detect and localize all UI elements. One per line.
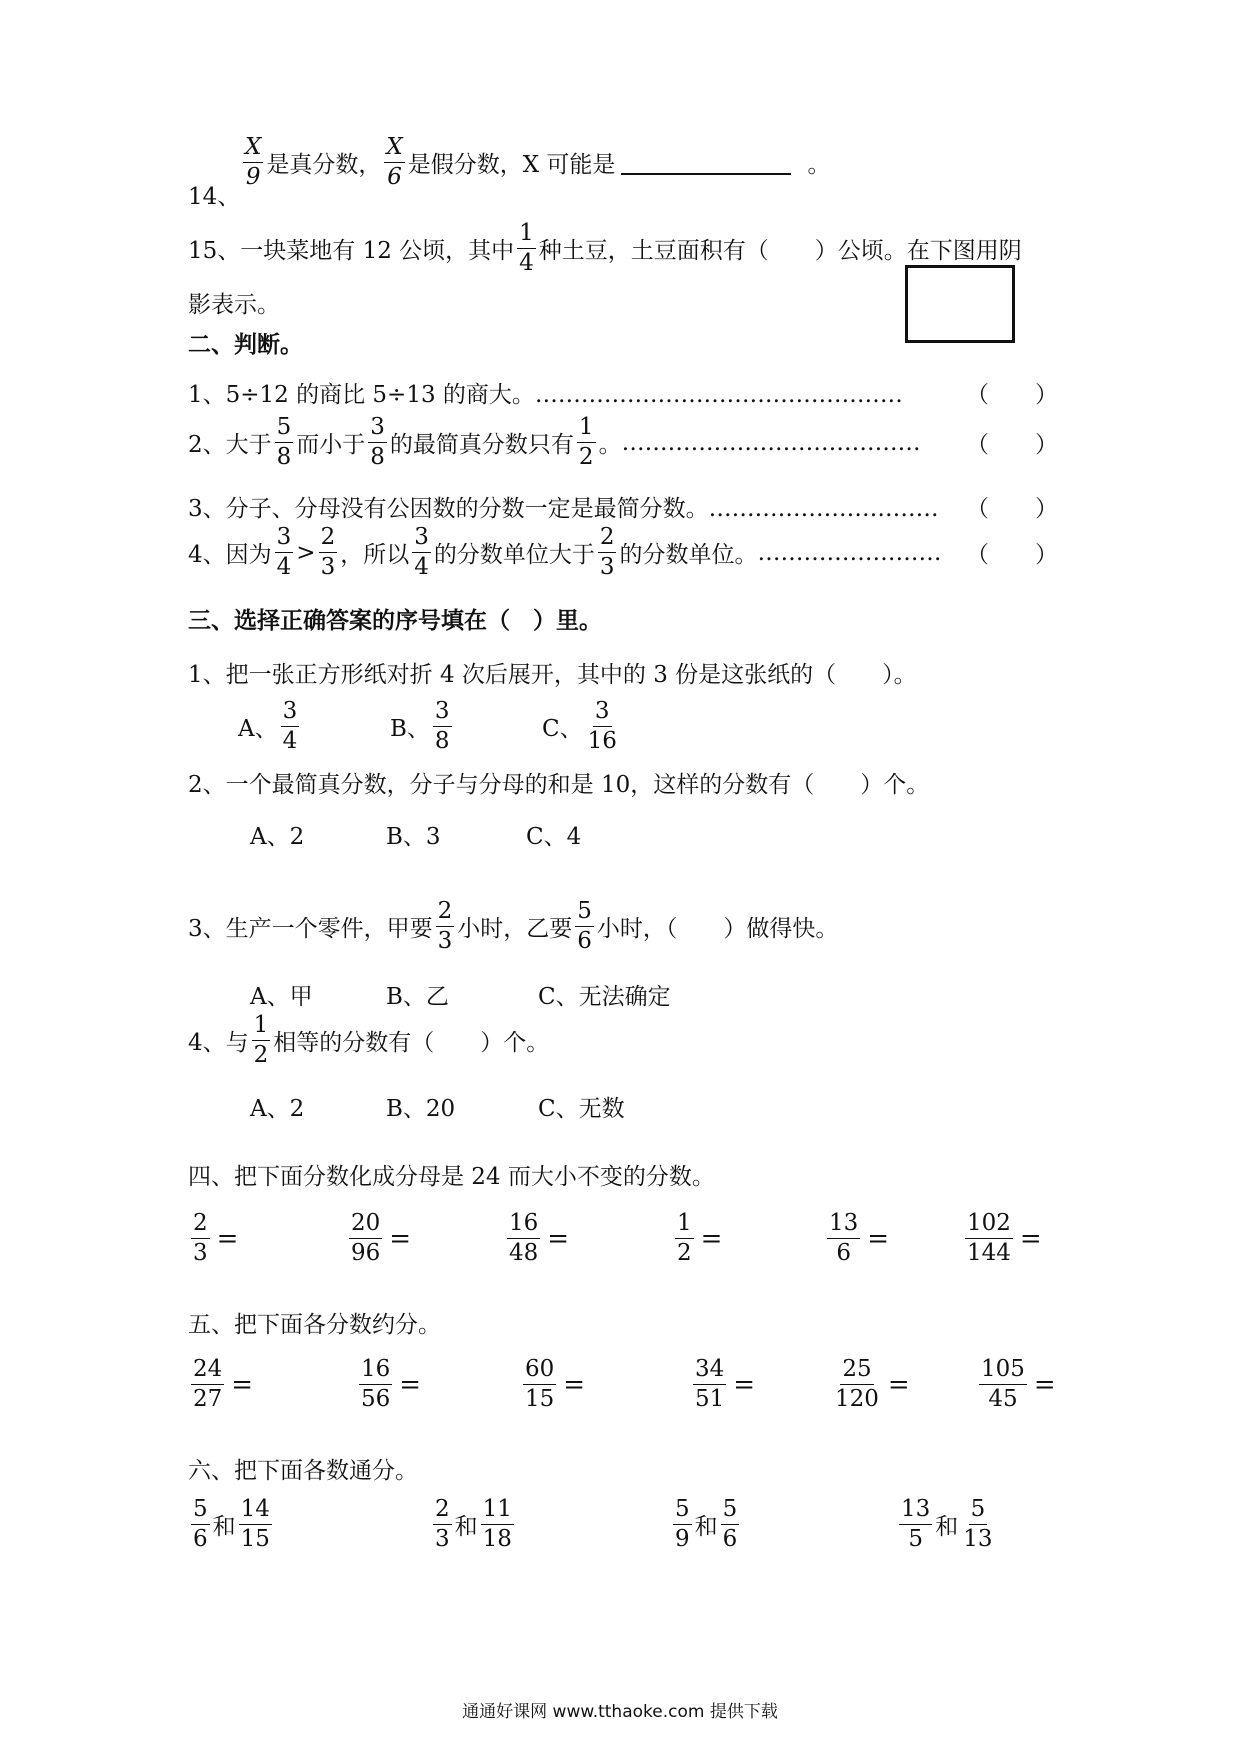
sec3-q3-frac-b: $\frac{5}{6}$ [577,898,592,954]
sec5-eq-3[interactable]: $\frac{60}{15}$ = [525,1356,586,1412]
sec3-q2-option-b[interactable]: B、3 [386,824,441,850]
q15-line [188,222,1022,275]
q14-text-1: 是真分数， [266,152,382,178]
sec4-title: 四、把下面分数化成分母是 24 而大小不变的分数。 [188,1164,715,1190]
sec5-eq-5[interactable]: $\frac{25}{120}$ = [835,1356,910,1412]
sec2-item-4: 4、因为 $\frac{3}{4}$ > $\frac{2}{3}$ ，所以 $\frac{3}{4}$ 的分数单位大于 $\frac{2}{3}$ 的分数单位。 …………………… （ ） [188,524,1058,580]
sec6-pair-1[interactable]: $\frac{5}{6}$ 和 $\frac{14}{15}$ [193,1496,270,1552]
sec3-q2-option-a[interactable]: A、2 [250,824,305,850]
sec5-eq-6[interactable]: $\frac{105}{45}$ = [981,1356,1056,1412]
sec3-q3-line: 3、生产一个零件，甲要 $\frac{2}{3}$ 小时，乙要 $\frac{5}{6}$ 小时，（ ）做得快。 [188,898,839,954]
sec3-q4-option-a[interactable]: A、2 [250,1096,305,1122]
sec3-q4-option-b[interactable]: B、20 [386,1096,456,1122]
sec4-eq-1[interactable]: $\frac{2}{3}$ = [193,1210,239,1266]
q14-fraction-2: $\frac{X}{6}$ [386,134,403,190]
sec2-item-3: 3、分子、分母没有公因数的分数一定是最简分数。………………………… （ ） [188,490,1058,523]
sec3-q1-option-b[interactable]: B、 $\frac{3}{8}$ [390,698,450,754]
sec2-title: 二、判断。 [188,331,303,358]
q14-fraction-1: $\frac{X}{9}$ [245,134,262,190]
q14-line [240,136,830,189]
page-footer: 通通好课网 www.tthaoke.com 提供下载 [462,1702,778,1722]
sec2-item-2-frac-a: $\frac{5}{8}$ [276,414,292,470]
q15-text-2: 种土豆，土豆面积有（ ）公顷。在下图用阴 [538,238,1022,264]
sec3-q1-text: 1、把一张正方形纸对折 4 次后展开，其中的 3 份是这张纸的（ ）。 [188,662,917,688]
sec4-eq-4[interactable]: $\frac{1}{2}$ = [677,1210,723,1266]
sec5-equations [188,1358,1056,1411]
sec6-pair-2[interactable]: $\frac{2}{3}$ 和 $\frac{11}{18}$ [435,1496,512,1552]
sec2-item-2-frac-b: $\frac{3}{8}$ [370,414,385,470]
q14-end: 。 [807,152,831,178]
sec6-pairs [188,1498,998,1551]
sec4-eq-2[interactable]: $\frac{20}{96}$ = [351,1210,412,1266]
sec3-q2-text: 2、一个最简真分数，分子与分母的和是 10，这样的分数有（ ）个。 [188,772,930,798]
sec2-item-2: 2、大于 $\frac{5}{8}$ 而小于 $\frac{3}{8}$ 的最简真分数只有 $\frac{1}{2}$ 。 ………………………………… （ ） [188,414,1058,470]
sec3-q4-option-c[interactable]: C、无数 [538,1096,625,1122]
sec4-eq-5[interactable]: $\frac{13}{6}$ = [829,1210,890,1266]
sec2-item-4-frac-b: $\frac{2}{3}$ [320,524,336,580]
sec6-pair-3[interactable]: $\frac{5}{9}$ 和 $\frac{5}{6}$ [675,1496,738,1552]
sec2-item-2-frac-c: $\frac{1}{2}$ [578,414,594,470]
sec2-item-4-frac-c: $\frac{3}{4}$ [414,524,429,580]
sec4-eq-6[interactable]: $\frac{102}{144}$ = [967,1210,1042,1266]
sec3-q4-frac-a: $\frac{1}{2}$ [253,1012,269,1068]
sec2-item-1: 1、5÷12 的商比 5÷13 的商大。………………………………………… （ ） [188,376,1058,409]
sec3-q4-line: 4、与 $\frac{1}{2}$ 相等的分数有（ ）个。 [188,1012,550,1068]
q15-fraction: $\frac{1}{4}$ [519,220,534,276]
sec3-q3-option-a[interactable]: A、甲 [250,984,313,1010]
sec3-title: 三、选择正确答案的序号填在（ ）里。 [188,607,602,634]
sec2-item-4-paren[interactable]: （ ） [966,542,1058,568]
sec2-item-4-frac-a: $\frac{3}{4}$ [276,524,292,580]
sec3-q1-option-c[interactable]: C、 $\frac{3}{16}$ [542,698,617,754]
sec2-item-3-paren[interactable]: （ ） [966,496,1058,522]
sec6-title: 六、把下面各数通分。 [188,1458,418,1484]
sec5-eq-4[interactable]: $\frac{34}{51}$ = [695,1356,756,1412]
sec2-item-2-paren[interactable]: （ ） [966,432,1058,458]
sec6-pair-4[interactable]: $\frac{13}{5}$ 和 $\frac{5}{13}$ [901,1496,993,1552]
q14-text-2: 是假分数，X 可能是 [407,152,616,178]
sec2-item-4-frac-d: $\frac{2}{3}$ [599,524,615,580]
q15-text-3: 影表示。 [188,292,280,318]
sec5-eq-2[interactable]: $\frac{16}{56}$ = [361,1356,422,1412]
sec2-item-1-paren[interactable]: （ ） [966,382,1058,408]
sec3-q1-option-a[interactable]: A、 $\frac{3}{4}$ [238,698,298,754]
sec5-title: 五、把下面各分数约分。 [188,1312,441,1338]
sec3-q3-frac-a: $\frac{2}{3}$ [437,898,453,954]
q14-prefix: 14、 [188,184,241,210]
sec4-eq-3[interactable]: $\frac{16}{48}$ = [509,1210,570,1266]
q15-shading-box[interactable] [905,265,1015,343]
q14-answer-blank[interactable] [621,151,791,175]
sec5-eq-1[interactable]: $\frac{24}{27}$ = [193,1356,254,1412]
sec3-q3-option-b[interactable]: B、乙 [386,984,449,1010]
q15-text-1: 15、一块菜地有 12 公顷，其中 [188,238,515,264]
sec3-q2-option-c[interactable]: C、4 [526,824,582,850]
sec3-q3-option-c[interactable]: C、无法确定 [538,984,671,1010]
sec4-equations [188,1212,1042,1265]
